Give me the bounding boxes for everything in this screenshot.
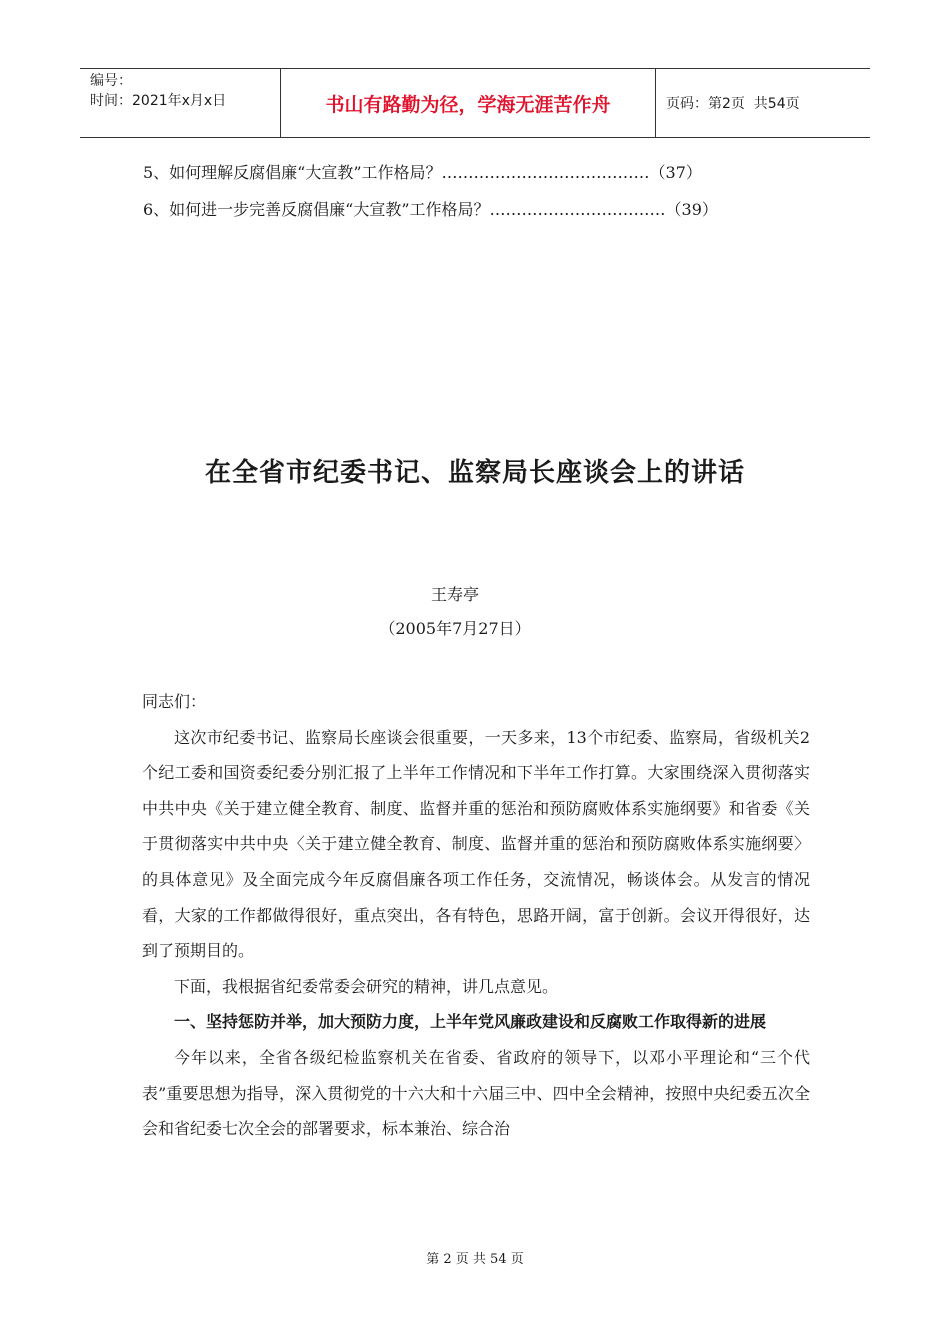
toc-item[interactable] [143,160,702,183]
page-footer [0,1248,950,1267]
paragraph: 下面，我根据省纪委常委会研究的精神，讲几点意见。 [174,976,559,996]
article-title: 在全省市纪委书记、监察局长座谈会上的讲话 [204,458,745,488]
document-number: 编号： [90,73,132,89]
document-header [80,68,870,138]
paragraph: 这次市纪委书记、监察局长座谈会很重要，一天多来，13个市纪委、监察局，省级机关2个纪工委和国资委纪委分别汇报了上半年工作情况和下半年工作打算。大家围绕深入贯彻落实中共中央《关于建立健全教育、制度、监督并重的惩治和预防腐败体系实施纲要》和省委《关于贯彻落实中共中央〈关于建立健全教育、制度、监督并重的惩治和预防腐败体系实施纲要〉的具体意见》及全面完成今年反腐倡廉各项工作任务，交流情况，畅谈体会。从发言的情况看，大家的工作都做得很好，重点突出，各有特色，思路开阔，富于创新。会议开得很好，达到了预期目的。 [142,727,810,961]
toc-item[interactable] [143,197,718,220]
page-code-text: 页码：第2页 共54页 [666,96,800,112]
header-motto [280,69,656,137]
article-date: （2005年7月27日） [379,619,531,638]
toc-page-number: （39） [665,200,718,219]
article-author: 王寿亭 [430,585,479,604]
header-meta [80,69,280,137]
motto-text: 书山有路勤为径，学海无涯苦作舟 [325,93,611,116]
section-heading: 一、坚持惩防并举，加大预防力度，上半年党风廉政建设和反腐败工作取得新的进展 [174,1012,767,1032]
header-page-code [656,69,870,137]
article-body [142,684,810,1147]
toc-item-text: 5、如何理解反腐倡廉“大宣教”工作格局？ [143,163,442,182]
paragraph: 今年以来，全省各级纪检监察机关在省委、省政府的领导下，以邓小平理论和“三个代表”重要思想为指导，深入贯彻党的十六大和十六届三中、四中全会精神，按照中央纪委五次全会和省纪委七次全会的部署要求，标本兼治、综合治 [142,1047,810,1139]
document-time: 时间：2021年x月x日 [90,93,227,109]
toc-leader-dots: ………………………………… [441,163,650,182]
footer-page-number: 第 2 页 共 54 页 [426,1252,524,1267]
toc-leader-dots: …………………………… [489,200,666,219]
toc-item-text: 6、如何进一步完善反腐倡廉“大宣教”工作格局？ [143,200,490,219]
salutation: 同志们： [142,692,207,711]
toc-page-number: （37） [649,163,702,182]
